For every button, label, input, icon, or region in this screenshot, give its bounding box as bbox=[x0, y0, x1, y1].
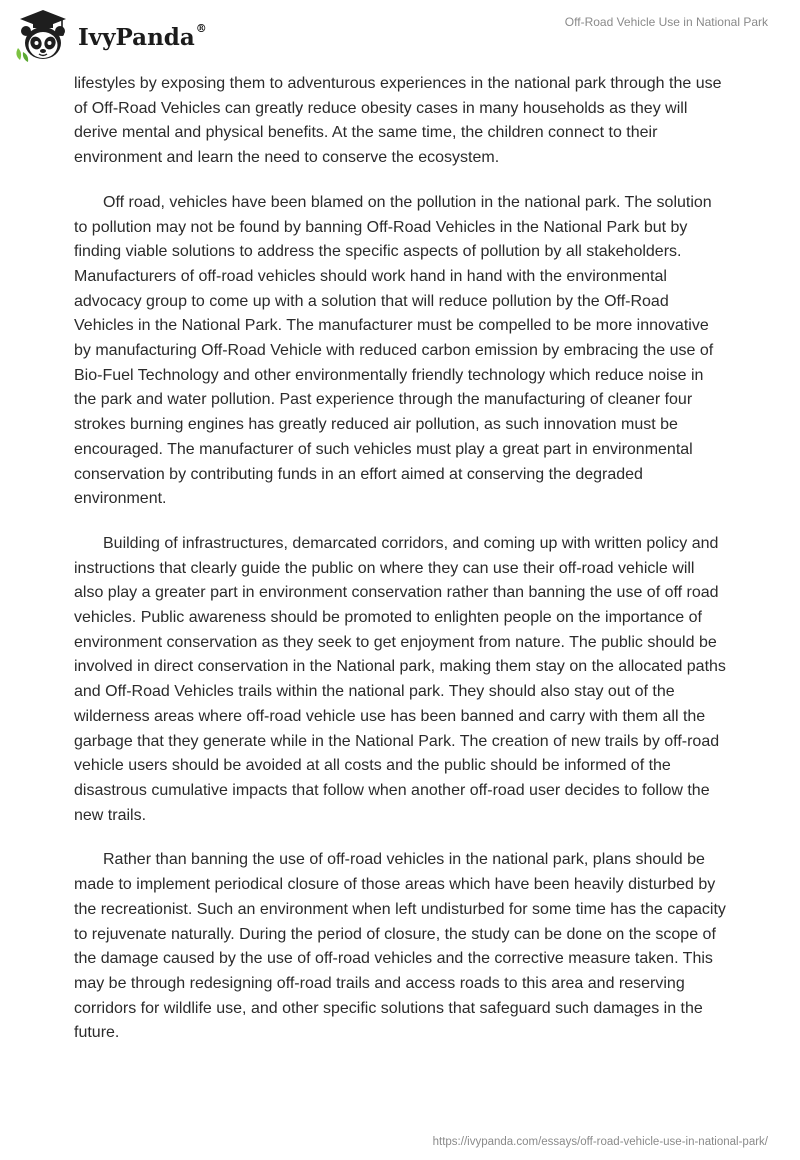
brand-logo[interactable] bbox=[14, 8, 207, 64]
source-url-link[interactable]: https://ivypanda.com/essays/off-road-vehicle-use-in-national-park/ bbox=[432, 1136, 768, 1148]
registered-mark: ® bbox=[195, 21, 207, 35]
essay-body bbox=[74, 72, 726, 1066]
document-title: Off-Road Vehicle Use in National Park bbox=[564, 15, 768, 29]
paragraph: Rather than banning the use of off-road vehicles in the national park, plans should be made to implement periodical closure of those areas which have been heavily disturbed by the recreationist. Such an environment when left undisturbed for some time has the capacity to rejuvenate naturally. During the period of closure, the study can be done on the scope of the damage caused by the use of off-road vehicles and the corrective measure taken. This may be through redesigning off-road trails and access roads to this area and reserving corridors for wildlife use, and other specific solutions that safeguard such damages in the future. bbox=[74, 851, 726, 1042]
paragraph: Building of infrastructures, demarcated corridors, and coming up with written policy and instructions that clearly guide the public on where they can use their off-road vehicle will also play a greater part in environment conservation rather than banning the use of off road vehicles. Public awareness should be promoted to enlighten people on the importance of environment conservation as they seek to get enjoyment from nature. The public should be involved in direct conservation in the National park, making them stay on the allocated paths and Off-Road Vehicles trails within the national park. They should also stay out of the wilderness areas where off-road vehicle use has been banned and carry with them all the garbage that they generate while in the National Park. The creation of new trails by off-road vehicle users should be avoided at all costs and the public should be informed of the disastrous cumulative impacts that follow when another off-road user decides to follow the new trails. bbox=[74, 534, 726, 824]
brand-name bbox=[78, 21, 207, 51]
paragraph: Off road, vehicles have been blamed on the pollution in the national park. The solution to pollution may not be found by banning Off-Road Vehicles in the National Park but by finding viable solutions to address the specific aspects of pollution by all stakeholders. Manufacturers of off-road vehicles should work hand in hand with the environmental advocacy group to come up with a solution that will reduce pollution by the Off-Road Vehicles in the National Park. The manufacturer must be compelled to be more innovative by manufacturing Off-Road Vehicle with reduced carbon emission by embracing the use of Bio-Fuel Technology and other environmentally friendly technology which reduce noise in the park and water pollution. Past experience through the manufacturing of cleaner four strokes burning engines has greatly reduced air pollution, as such innovation must be encouraged. The manufacturer of such vehicles must play a great part in environmental conservation by contributing funds in an effort aimed at conserving the degraded environment. bbox=[74, 193, 714, 508]
brand-name-text: IvyPanda bbox=[78, 23, 195, 51]
page-header bbox=[0, 0, 800, 70]
paragraph-continued: lifestyles by exposing them to adventurous experiences in the national park through the use of Off-Road Vehicles can greatly reduce obesity cases in many households as they will derive mental and physical benefits. At the same time, the children connect to their environment and learn the need to conserve the ecosystem. bbox=[74, 75, 722, 167]
panda-graduate-icon bbox=[14, 8, 72, 64]
